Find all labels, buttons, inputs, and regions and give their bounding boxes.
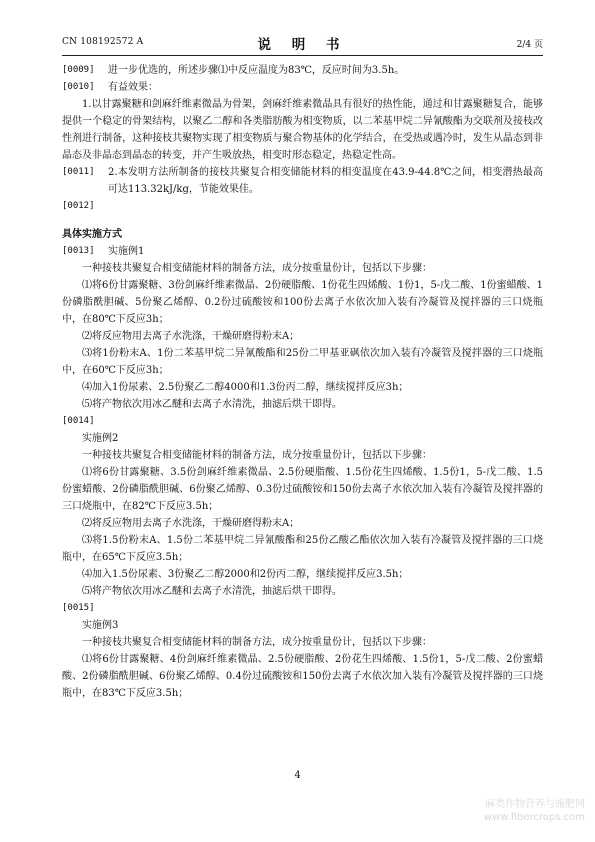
example-step: ⑴将6份甘露聚糖、3份剑麻纤维素微晶、2份硬脂酸、1份花生四烯酸、1份1，5-戊二酸、1份蜜蜡酸、1份磷脂酰胆碱、5份聚乙烯醇、0.2份过硫酸铵和100份去离子水依次加入装有冷凝管及搅拌器的三口烧瓶中，在80℃下反应3h； [62, 280, 543, 325]
example-step: ⑴将6份甘露聚糖、4份剑麻纤维素微晶、2.5份硬脂酸、2份花生四烯酸、1.5份1，5-戊二酸、2份蜜蜡酸、2份磷脂酰胆碱、6份聚乙烯醇、0.4份过硫酸铵和150份去离子水依次加入装有冷凝管及搅拌器的三口烧瓶中，在83℃下反应3.5h； [62, 654, 543, 699]
document-title: 说 明 书 [257, 37, 348, 53]
paragraph-number: [0011] [62, 167, 95, 177]
paragraph-number: [0010] [62, 82, 95, 92]
example-step: ⑷加入1份尿素、2.5份聚乙二醇4000和1.3份丙二醇，继续搅拌反应3h； [82, 382, 409, 393]
example-1-heading [62, 243, 543, 260]
page-indicator: 2/4 页 [516, 40, 543, 50]
example-2-heading [62, 413, 543, 430]
page-header [62, 33, 543, 53]
benefit-1-text: 1.以甘露聚糖和剑麻纤维素微晶为骨架，剑麻纤维素微晶具有很好的热性能，通过和甘露聚糖复合，能够提供一个稳定的骨架结构，以聚乙二醇和各类脂肪酸为相变物质，以二苯基甲烷二异氰酸酯为交联剂及接枝改性剂进行制备，这种接枝共聚物实现了相变物质与聚合物基体的化学结合，在受热或遇冷时，发生从晶态到非晶态及非晶态到晶态的转变，并产生吸放热，相变时形态稳定，热稳定性高。 [62, 99, 543, 161]
paragraph-number: [0009] [62, 65, 95, 75]
paragraph-text: 有益效果： [108, 82, 158, 93]
paragraph-number: [0012] [62, 201, 95, 211]
example-step: ⑶将1份粉末A、1份二苯基甲烷二异氰酸酯和25份二甲基亚砜依次加入装有冷凝管及搅拌器的三口烧瓶中，在60℃下反应3h； [62, 348, 543, 376]
example-step: ⑵将反应物用去离子水洗涤，干燥研磨得粉末A； [82, 518, 300, 529]
example-title: 实施例1 [108, 246, 145, 257]
paragraph-text: 2.本发明方法所制备的接枝共聚复合相变储能材料的相变温度在43.9-44.8℃之间，相变潜热最高可达113.32kJ/kg，节能效果佳。 [108, 167, 543, 195]
example-intro: 一种接枝共聚复合相变储能材料的制备方法，成分按重量份计，包括以下步骤： [82, 450, 432, 461]
example-step: ⑷加入1.5份尿素、3份聚乙二醇2000和2份丙二醇，继续搅拌反应3.5h； [82, 569, 409, 580]
paragraph-number: [0013] [62, 246, 95, 256]
section-heading: 具体实施方式 [62, 229, 122, 240]
example-step: ⑸将产物依次用冰乙醚和去离子水清洗，抽滤后烘干即得。 [82, 399, 342, 410]
watermark-url: www.fibercrops.com [483, 812, 585, 823]
example-title: 实施例3 [82, 620, 119, 631]
paragraph-0009 [62, 62, 543, 79]
watermark-name: 麻类作物营养与施肥网 [485, 799, 585, 810]
paragraph-0011 [62, 164, 543, 198]
paragraph-text: 进一步优选的，所述步骤⑴中反应温度为83℃，反应时间为3.5h。 [108, 65, 405, 76]
site-watermark [484, 798, 585, 824]
example-step: ⑸将产物依次用冰乙醚和去离子水清洗，抽滤后烘干即得。 [82, 586, 342, 597]
example-step: ⑵将反应物用去离子水洗涤，干燥研磨得粉末A； [82, 331, 300, 342]
paragraph-number: [0014] [62, 416, 95, 426]
example-title: 实施例2 [82, 433, 119, 444]
page-number: 4 [294, 770, 301, 781]
example-step: ⑴将6份甘露聚糖、3.5份剑麻纤维素微晶、2.5份硬脂酸、1.5份花生四烯酸、1.5份1，5-戊二酸、1.5份蜜蜡酸、2份磷脂酰胆碱、6份聚乙烯醇、0.3份过硫酸铵和150份去离子水依次加入装有冷凝管及搅拌器的三口烧瓶中，在82℃下反应3.5h； [62, 467, 543, 512]
example-intro: 一种接枝共聚复合相变储能材料的制备方法，成分按重量份计，包括以下步骤： [82, 263, 432, 274]
paragraph-0010 [62, 79, 543, 96]
paragraph-0012 [62, 198, 543, 215]
document-body [62, 62, 543, 702]
example-step: ⑶将1.5份粉末A、1.5份二苯基甲烷二异氰酸酯和25份乙酸乙酯依次加入装有冷凝管及搅拌器的三口烧瓶中，在65℃下反应3.5h； [62, 535, 543, 563]
example-3-heading [62, 600, 543, 617]
publication-number: CN 108192572 A [62, 37, 144, 47]
example-intro: 一种接枝共聚复合相变储能材料的制备方法，成分按重量份计，包括以下步骤： [82, 637, 432, 648]
paragraph-number: [0015] [62, 603, 95, 613]
header-divider [62, 55, 543, 56]
